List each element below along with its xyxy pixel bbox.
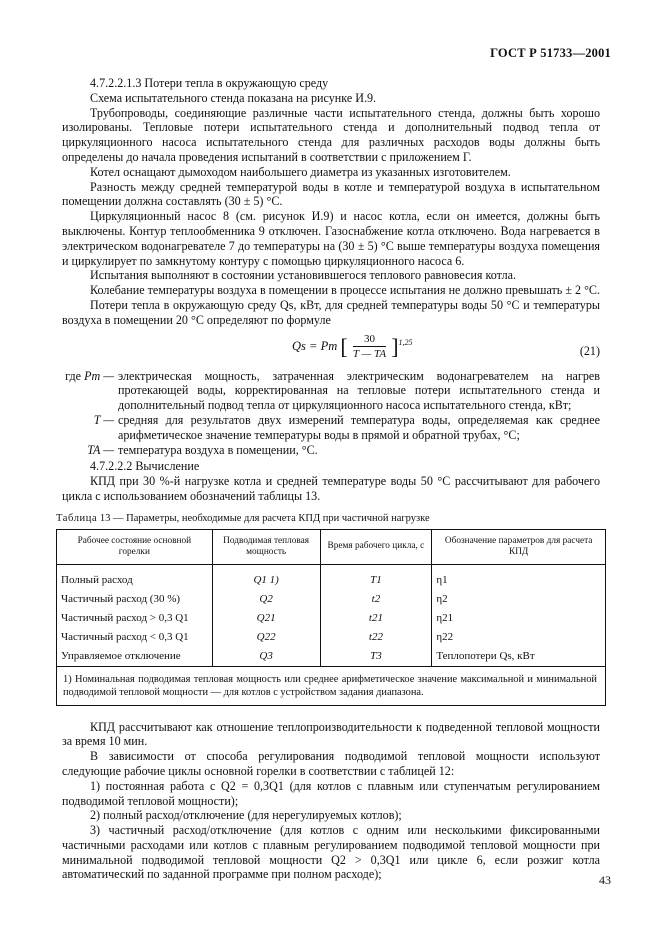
definition-item	[62, 413, 600, 443]
table-row	[57, 564, 606, 590]
table-cell: t21	[320, 609, 432, 628]
paragraph: Циркуляционный насос 8 (см. рисунок И.9) и насос котла, если он имеется, должны быть выключены. Контур теплообменника 9 отключен. Газоснабжение котла отключено. Вода нагревается в электрическом водонагревателе 7 до температуры на (30 ± 5) °С выше температуры воздуха помещения и циркулирует по замкнутому контуру с помощью циркуляционного насоса 6.	[62, 209, 600, 268]
section-heading: 4.7.2.2.2 Вычисление	[90, 459, 200, 474]
table-row	[57, 647, 606, 667]
table-cell: t22	[320, 628, 432, 647]
table-cell: Q1 1)	[212, 564, 320, 590]
table-header-cell: Обозначение параметров для расчета КПД	[432, 529, 606, 564]
table-header-cell: Время рабочего цикла, с	[320, 529, 432, 564]
table-cell: T1	[320, 564, 432, 590]
table-footnote: 1) Номинальная подводимая тепловая мощность или среднее арифметическое значение максимальной и минимальной подводимой тепловой мощности — для котлов с устройством задания диапазона.	[57, 666, 606, 705]
formula-exponent: 1,25	[398, 337, 413, 347]
table-footnote-row	[57, 666, 606, 705]
table-caption-prefix: Таблица	[56, 512, 98, 524]
table-cell: T3	[320, 647, 432, 667]
definition-item	[62, 443, 600, 458]
table-row	[57, 609, 606, 628]
table-cell: η21	[432, 609, 606, 628]
standard-header: ГОСТ Р 51733—2001	[490, 46, 611, 60]
list-item: 3) частичный расход/отключение (для котлов с одним или несколькими фиксированными частичными расходами или котлов с плавным регулированием подводимой тепловой мощности при минимальной подводимой тепловой мощности Q2 > 0,3Q1 или цикле 6, если розжиг котла автоматический по заданной программе при полном расходе);	[62, 823, 600, 882]
definition-text: температура воздуха в помещении, °С.	[118, 442, 318, 457]
table-cell: Частичный расход < 0,3 Q1	[57, 628, 213, 647]
table-row	[57, 590, 606, 609]
formula-fraction	[353, 332, 386, 363]
table-header-cell: Подводимая тепловая мощность	[212, 529, 320, 564]
right-bracket: ]	[391, 333, 399, 359]
table-cell: Теплопотери Qs, кВт	[432, 647, 606, 667]
list-item: 2) полный расход/отключение (для нерегулируемых котлов);	[90, 808, 402, 823]
table-cell: Q2	[212, 590, 320, 609]
table-row	[57, 628, 606, 647]
table-cell: η22	[432, 628, 606, 647]
table-cell: Частичный расход > 0,3 Q1	[57, 609, 213, 628]
table-cell: Q22	[212, 628, 320, 647]
definition-term: T —	[93, 412, 114, 427]
definition-text: электрическая мощность, затраченная электрическим водонагревателем на нагрев протекающей воды, корректированная на тепловые потери испытательного стенда и дополнительный подвод тепла от циркуляционного насоса испытательного стенда, кВт;	[118, 368, 600, 413]
definitions-list	[62, 369, 600, 458]
paragraph: Потери тепла в окружающую среду Qs, кВт, для средней температуры воды 50 °С и температуры воздуха в помещении 20 °С определяют по формуле	[62, 297, 600, 327]
table-caption-text: 13 — Параметры, необходимые для расчета КПД при частичной нагрузке	[99, 512, 430, 524]
paragraph: Разность между средней температурой воды в котле и температурой воздуха в испытательном помещении должна составлять (30 ± 5) °С.	[62, 179, 600, 209]
table-caption	[56, 512, 600, 527]
definition-term: TA —	[87, 442, 114, 457]
table-cell: Q3	[212, 647, 320, 667]
formula-number: (21)	[579, 343, 600, 358]
table-cell: Полный расход	[57, 564, 213, 590]
table-header-row	[57, 529, 606, 564]
table-cell: η2	[432, 590, 606, 609]
paragraph: Трубопроводы, соединяющие различные части испытательного стенда, должны быть хорошо изолированы. Тепловые потери испытательного стенда и дополнительный подвод тепла от циркуляционного насоса испытательного стенда для различных расходов воды должны быть определены до начала проведения испытаний в соответствии с приложением Г.	[62, 105, 600, 164]
page-number: 43	[599, 873, 611, 887]
left-bracket: [	[340, 333, 348, 359]
paragraph: Колебание температуры воздуха в помещении в процессе испытания не должно превышать ± 2 °С.	[90, 283, 600, 298]
list-item: 1) постоянная работа с Q2 = 0,3Q1 (для котлов с плавным или ступенчатым регулированием подводимой тепловой мощности);	[62, 778, 600, 808]
formula-lhs: Qs	[292, 338, 306, 353]
section-heading: 4.7.2.2.1.3 Потери тепла в окружающую среду	[90, 76, 329, 90]
definition-term: Pm —	[84, 368, 114, 383]
paragraph: Котел оснащают дымоходом наибольшего диаметра из указанных изготовителем.	[90, 164, 511, 179]
table-cell: η1	[432, 564, 606, 590]
paragraph: В зависимости от способа регулирования подводимой тепловой мощности используют следующие рабочие циклы основной горелки в соответствии с таблицей 12:	[62, 749, 600, 778]
document-body	[56, 76, 600, 882]
definition-text: средняя для результатов двух измерений температура воды, определяемая как среднее арифметическое значение температуры воды в прямой и обратной трубах, °С;	[118, 412, 600, 442]
formula-numerator: 30	[353, 332, 386, 348]
formula-denominator: T — TA	[352, 348, 387, 361]
paragraph: Схема испытательного стенда показана на рисунке И.9.	[90, 90, 377, 105]
formula-21	[62, 330, 600, 366]
table-cell: Q21	[212, 609, 320, 628]
table-cell: t2	[320, 590, 432, 609]
table-cell: Частичный расход (30 %)	[57, 590, 213, 609]
table-cell: Управляемое отключение	[57, 647, 213, 667]
definition-prefix: где	[65, 368, 82, 383]
paragraph: Испытания выполняют в состоянии установившегося теплового равновесия котла.	[90, 268, 517, 283]
formula-expression	[292, 332, 413, 363]
paragraph: КПД рассчитывают как отношение теплопроизводительности к подведенной тепловой мощности за время 10 мин.	[62, 719, 600, 749]
definition-item	[62, 369, 600, 413]
parameters-table	[56, 529, 606, 706]
formula-equals: =	[309, 338, 318, 353]
paragraph: КПД при 30 %-й нагрузке котла и средней температуре воды 50 °С рассчитывают для рабочего цикла с использованием обозначений таблицы 13.	[62, 474, 600, 503]
table-header-cell: Рабочее состояние основной горелки	[57, 529, 213, 564]
formula-factor: Pm	[320, 338, 338, 353]
